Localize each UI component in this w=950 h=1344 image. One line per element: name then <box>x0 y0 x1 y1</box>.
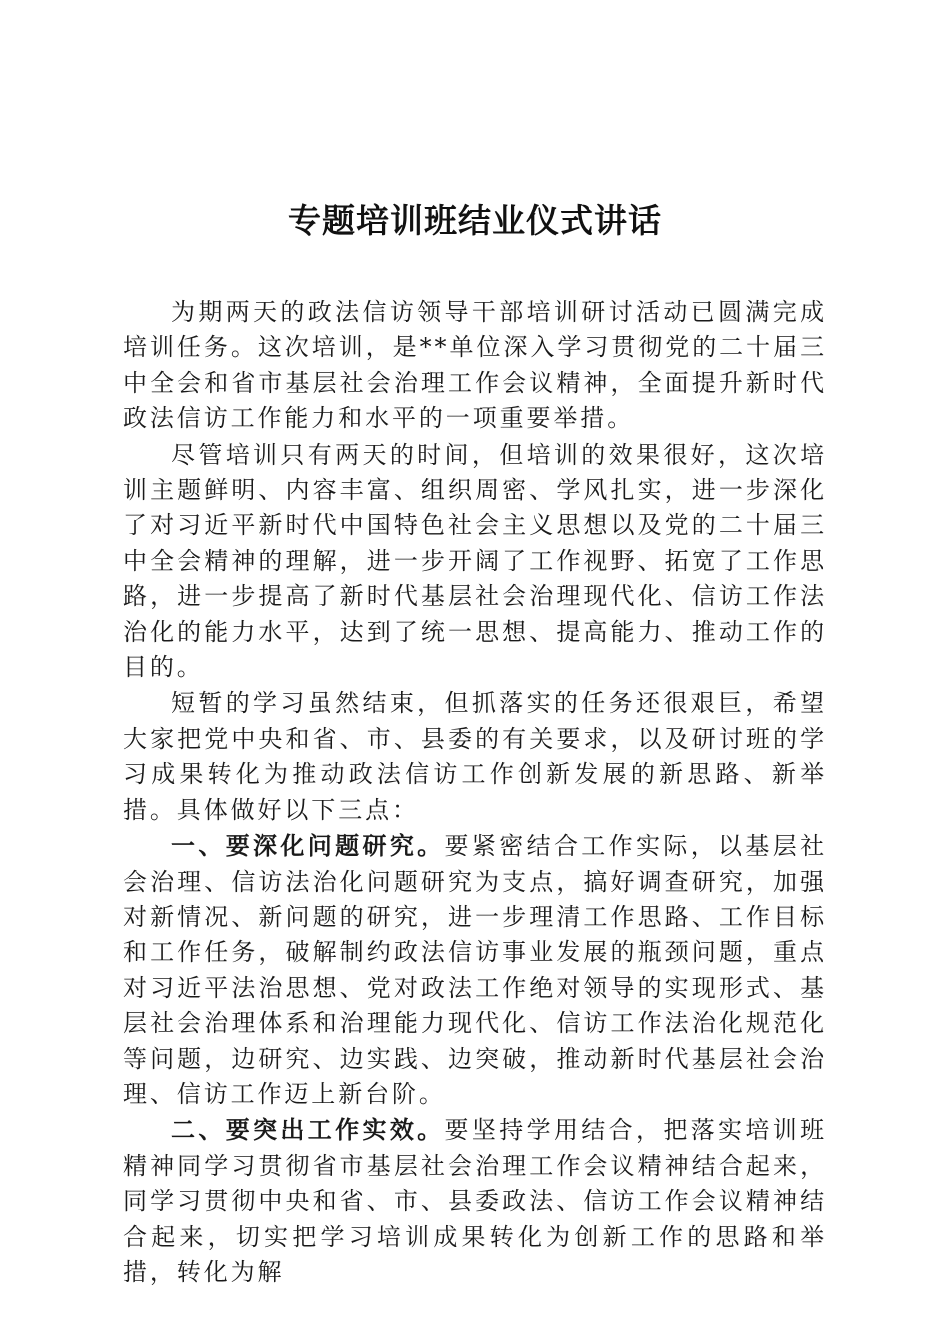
document-body <box>123 294 827 1290</box>
paragraph-5 <box>123 1112 827 1290</box>
paragraph-2 <box>123 437 827 686</box>
paragraph-text: 为期两天的政法信访领导干部培训研讨活动已圆满完成培训任务。这次培训，是**单位深入学习贯彻党的二十届三中全会和省市基层社会治理工作会议精神，全面提升新时代政法信访工作能力和水平的一项重要举措。 <box>123 298 827 433</box>
paragraph-1 <box>123 294 827 437</box>
paragraph-lead: 二、要突出工作实效。 <box>171 1115 445 1145</box>
paragraph-3 <box>123 685 827 828</box>
paragraph-text: 要紧密结合工作实际，以基层社会治理、信访法治化问题研究为支点，搞好调查研究，加强对新情况、新问题的研究，进一步理清工作思路、工作目标和工作任务，破解制约政法信访事业发展的瓶颈问题，重点对习近平法治思想、党对政法工作绝对领导的实现形式、基层社会治理体系和治理能力现代化、信访工作法治化规范化等问题，边研究、边实践、边突破，推动新时代基层社会治理、信访工作迈上新台阶。 <box>123 832 828 1108</box>
paragraph-4 <box>123 828 827 1112</box>
paragraph-lead: 一、要深化问题研究。 <box>171 831 445 861</box>
paragraph-text: 短暂的学习虽然结束，但抓落实的任务还很艰巨，希望大家把党中央和省、市、县委的有关要求，以及研讨班的学习成果转化为推动政法信访工作创新发展的新思路、新举措。具体做好以下三点： <box>123 689 827 824</box>
document-title: 专题培训班结业仪式讲话 <box>288 201 662 240</box>
paragraph-text: 要坚持学用结合，把落实培训班精神同学习贯彻省市基层社会治理工作会议精神结合起来，同学习贯彻中央和省、市、县委政法、信访工作会议精神结合起来，切实把学习培训成果转化为创新工作的思路和举措，转化为解 <box>123 1116 828 1286</box>
paragraph-text: 尽管培训只有两天的时间，但培训的效果很好，这次培训主题鲜明、内容丰富、组织周密、学风扎实，进一步深化了对习近平新时代中国特色社会主义思想以及党的二十届三中全会精神的理解，进一步开阔了工作视野、拓宽了工作思路，进一步提高了新时代基层社会治理现代化、信访工作法治化的能力水平，达到了统一思想、提高能力、推动工作的目的。 <box>123 440 827 682</box>
